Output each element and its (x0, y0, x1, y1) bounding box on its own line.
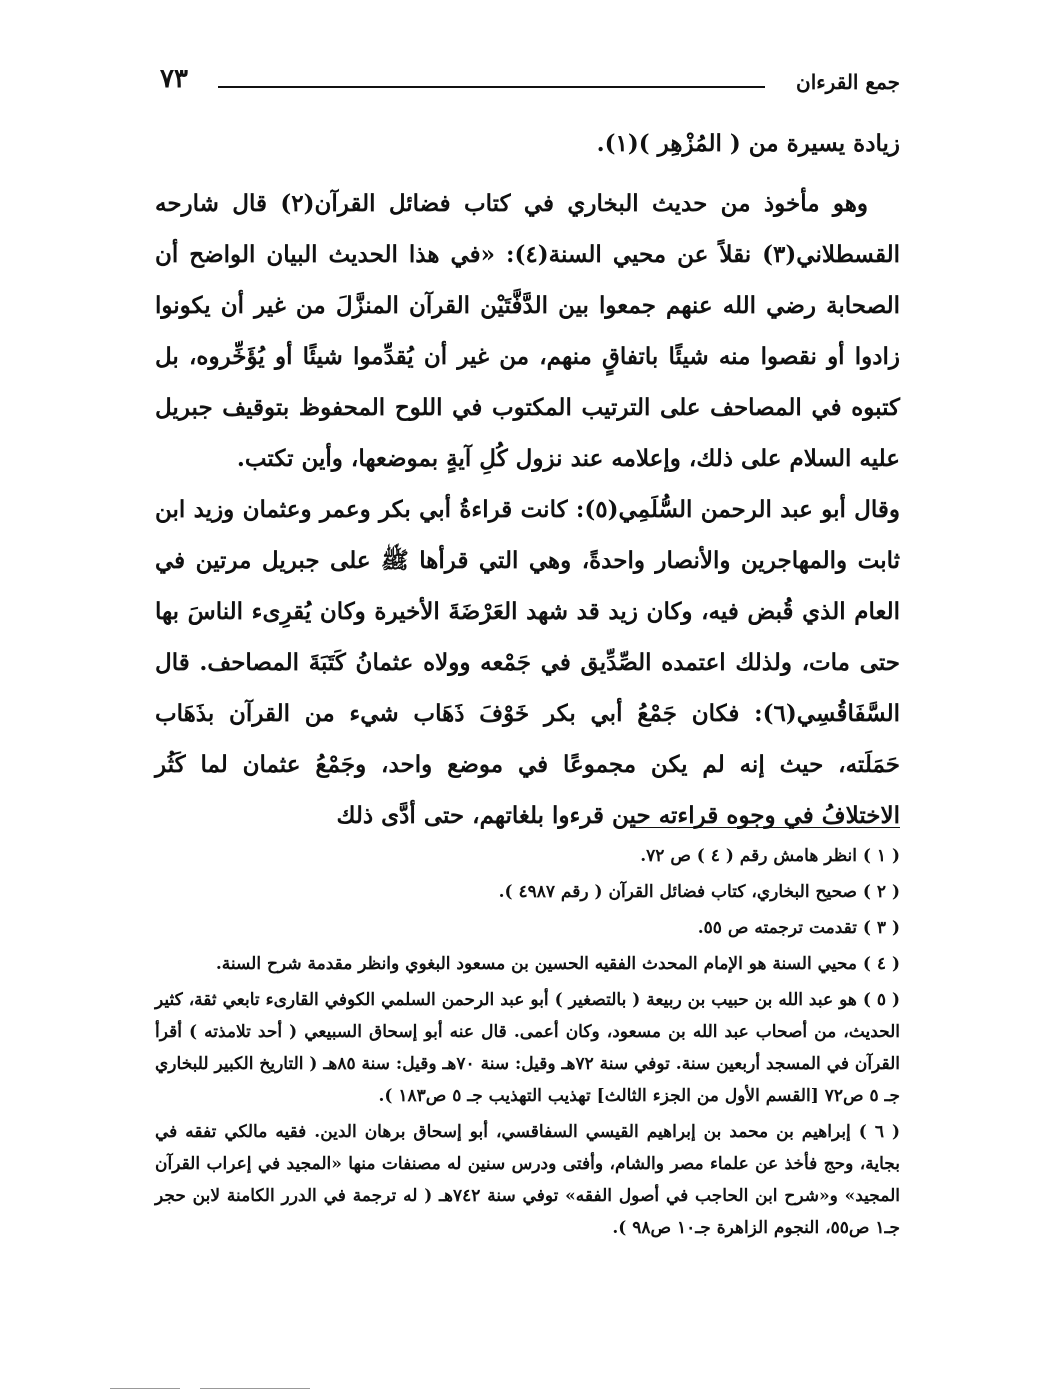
footnote-separator (630, 827, 900, 828)
lead-line: زيادة يسيرة من ( المُزْهِر )(١). (596, 130, 900, 157)
footnote-marker: ( ٦ ) (858, 1122, 901, 1142)
chapter-title: جمع القرءان (796, 70, 900, 94)
scan-mark (110, 1388, 180, 1389)
footnote-marker: ( ٥ ) (862, 990, 900, 1010)
scan-mark (200, 1388, 310, 1389)
page-number: ٧٣ (160, 64, 188, 94)
footnote-4 (155, 948, 900, 980)
paragraph-1: وهو مأخوذ من حديث البخاري في كتاب فضائل القرآن(٢) قال شارحه القسطلاني(٣) نقلاً عن محيي السنة(٤): «في هذا الحديث البيان الواضح أن الصحابة رضي الله عنهم جمعوا بين الدَّفَّتَيْن القرآن المنزَّلَ من غير أن يكونوا زادوا أو نقصوا منه شيئًا باتفاقٍ منهم، من غير أن يُقدِّموا شيئًا أو يُؤَخِّروه، بل كتبوه في المصاحف على الترتيب المكتوب في اللوح المحفوظ بتوقيف جبريل عليه السلام على ذلك، وإعلامه عند نزول كُلِ آيةٍ بموضعها، وأين تكتب. (155, 190, 900, 472)
footnotes (155, 840, 900, 1248)
footnote-marker: ( ٣ ) (862, 918, 900, 938)
footnote-text: صحيح البخاري، كتاب فضائل القرآن ( رقم ٤٩٨٧ ). (498, 882, 857, 902)
footnote-text: انظر هامش رقم ( ٤ ) ص ٧٢. (640, 846, 857, 866)
footnote-2 (155, 876, 900, 908)
footnote-5 (155, 984, 900, 1112)
footnote-text: إبراهيم بن محمد بن إبراهيم القيسي السفاقسي، أبو إسحاق برهان الدين. فقيه مالكي تفقه في بجاية، وحج فأخذ عن علماء مصر والشام، وأفتى ودرس سنين له مصنفات منها «المجيد في إعراب القرآن المجيد» و«شرح ابن الحاجب في أصول الفقه» توفي سنة ٧٤٢هـ ( له ترجمة في الدرر الكامنة لابن حجر جـ١ ص٥٥، النجوم الزاهرة جـ١٠ ص٩٨ ). (155, 1122, 900, 1238)
running-header (160, 66, 900, 106)
main-text (155, 118, 900, 841)
footnote-text: محيي السنة هو الإمام المحدث الفقيه الحسين بن مسعود البغوي وانظر مقدمة شرح السنة. (215, 954, 857, 974)
footnote-marker: ( ٢ ) (862, 882, 900, 902)
footnote-6 (155, 1116, 900, 1244)
footnote-marker: ( ١ ) (862, 846, 900, 866)
footnote-marker: ( ٤ ) (862, 954, 900, 974)
paragraph-2: وقال أبو عبد الرحمن السُّلَمِي(٥): كانت قراءةُ أبي بكر وعمر وعثمان وزيد ابن ثابت والمهاجرين والأنصار واحدةً، وهي التي قرأها ﷺ على جبريل مرتين في العام الذي قُبض فيه، وكان زيد قد شهد العَرْضَةَ الأخيرة وكان يُقرِىء الناسَ بها حتى مات، ولذلك اعتمده الصِّدِّيق في جَمْعه وولاه عثمانُ كَتَبَةَ المصاحف. قال السَّفَاقُسِي(٦): فكان جَمْعُ أبي بكر خَوْفَ ذَهَاب شيء من القرآن بذَهَاب حَمَلَته، حيث إنه لم يكن مجموعًا في موضع واحد، وجَمْعُ عثمان لما كَثُر الاختلافُ في وجوه قراءته حين قرءوا بلغاتهم، حتى أدَّى ذلك (155, 496, 900, 829)
footnote-text: هو عبد الله بن حبيب بن ربيعة ( بالتصغير ) أبو عبد الرحمن السلمي الكوفي القارىء تابعي ثقة، كثير الحديث، من أصحاب عبد الله بن مسعود، وكان أعمى. قال عنه أبو إسحاق السبيعي ( أحد تلامذته ) أقرأ القرآن في المسجد أربعين سنة. توفي سنة ٧٢هـ وقيل: سنة ٧٠هـ وقيل: سنة ٨٥هـ ( التاريخ الكبير للبخاري جـ ٥ ص٧٢ [القسم الأول من الجزء الثالث] تهذيب التهذيب جـ ٥ ص١٨٣ ). (155, 990, 900, 1106)
header-rule (218, 86, 765, 88)
footnote-3 (155, 912, 900, 944)
footnote-1 (155, 840, 900, 872)
footnote-text: تقدمت ترجمته ص ٥٥. (697, 918, 857, 938)
